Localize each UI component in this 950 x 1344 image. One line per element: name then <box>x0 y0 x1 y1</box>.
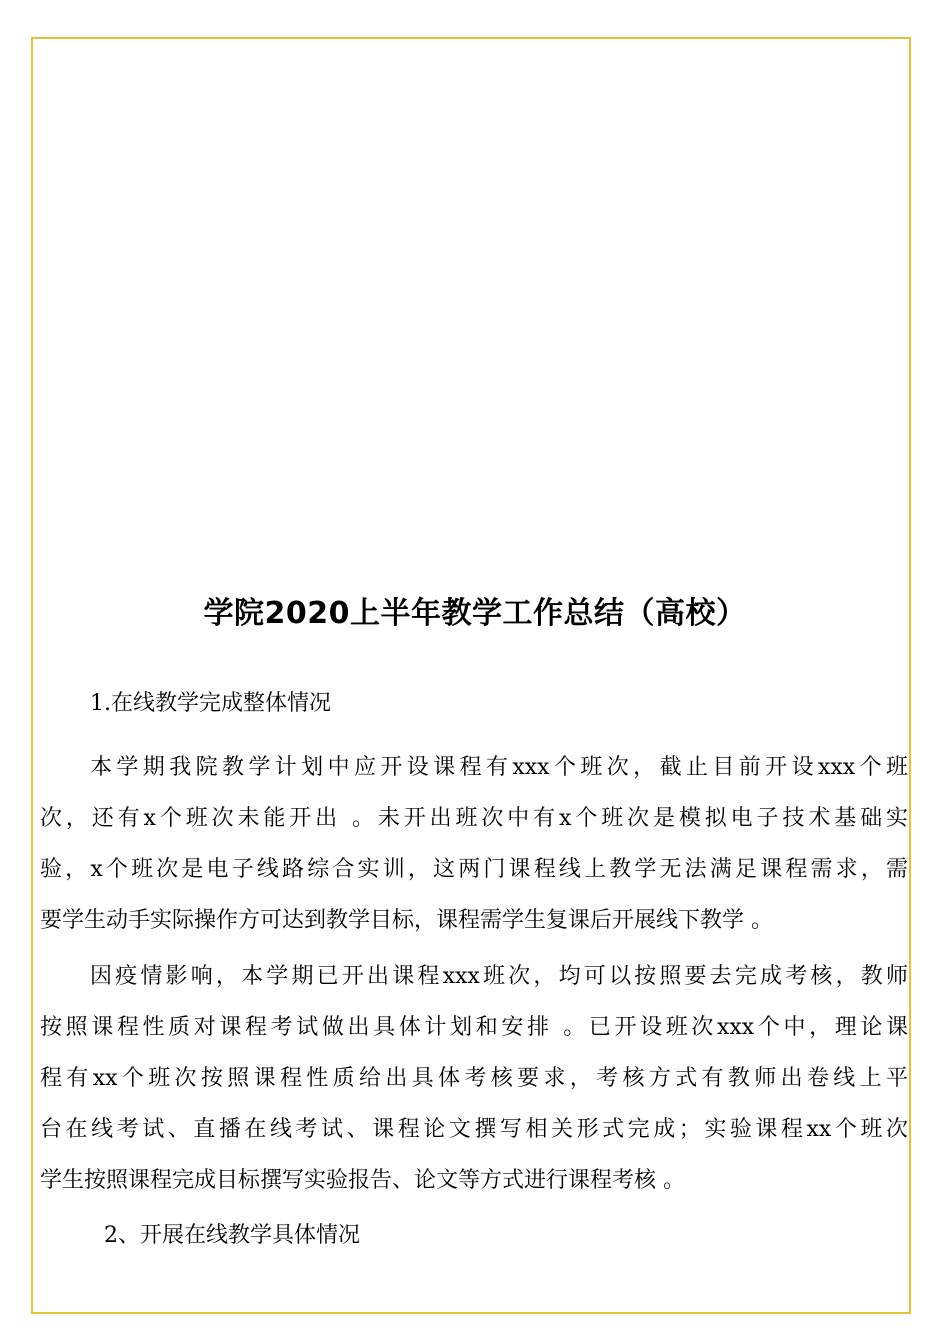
paragraph-2 <box>40 951 908 1206</box>
paragraph-line: 因疫情影响，本学期已开出课程xxx班次，均可以按照要去完成考核，教师 <box>90 964 908 989</box>
paragraph-line: 要学生动手实际操作方可达到教学目标，课程需学生复课后开展线下教学 。 <box>40 908 773 933</box>
section-heading-1: 1.在线教学完成整体情况 <box>90 691 331 716</box>
paragraph-line: 次，还有x个班次未能开出 。未开出班次中有x个班次是模拟电子技术基础实 <box>40 806 908 831</box>
paragraph-line: 程有xx个班次按照课程性质给出具体考核要求，考核方式有教师出卷线上平 <box>40 1066 908 1091</box>
paragraph-line: 学生按照课程完成目标撰写实验报告、论文等方式进行课程考核 。 <box>40 1168 685 1193</box>
document-title: 学院2020上半年教学工作总结（高校） <box>203 596 747 631</box>
paragraph-line: 本学期我院教学计划中应开设课程有xxx个班次，截止目前开设xxx个班 <box>90 755 908 780</box>
paragraph-line: 台在线考试、直播在线考试、课程论文撰写相关形式完成；实验课程xx个班次 <box>40 1117 908 1142</box>
section-heading-2: 2、开展在线教学具体情况 <box>104 1223 360 1248</box>
paragraph-line: 验，x个班次是电子线路综合实训，这两门课程线上教学无法满足课程需求，需 <box>40 857 908 882</box>
paragraph-line: 按照课程性质对课程考试做出具体计划和安排 。已开设班次xxx个中，理论课 <box>40 1015 908 1040</box>
paragraph-1 <box>40 742 908 946</box>
